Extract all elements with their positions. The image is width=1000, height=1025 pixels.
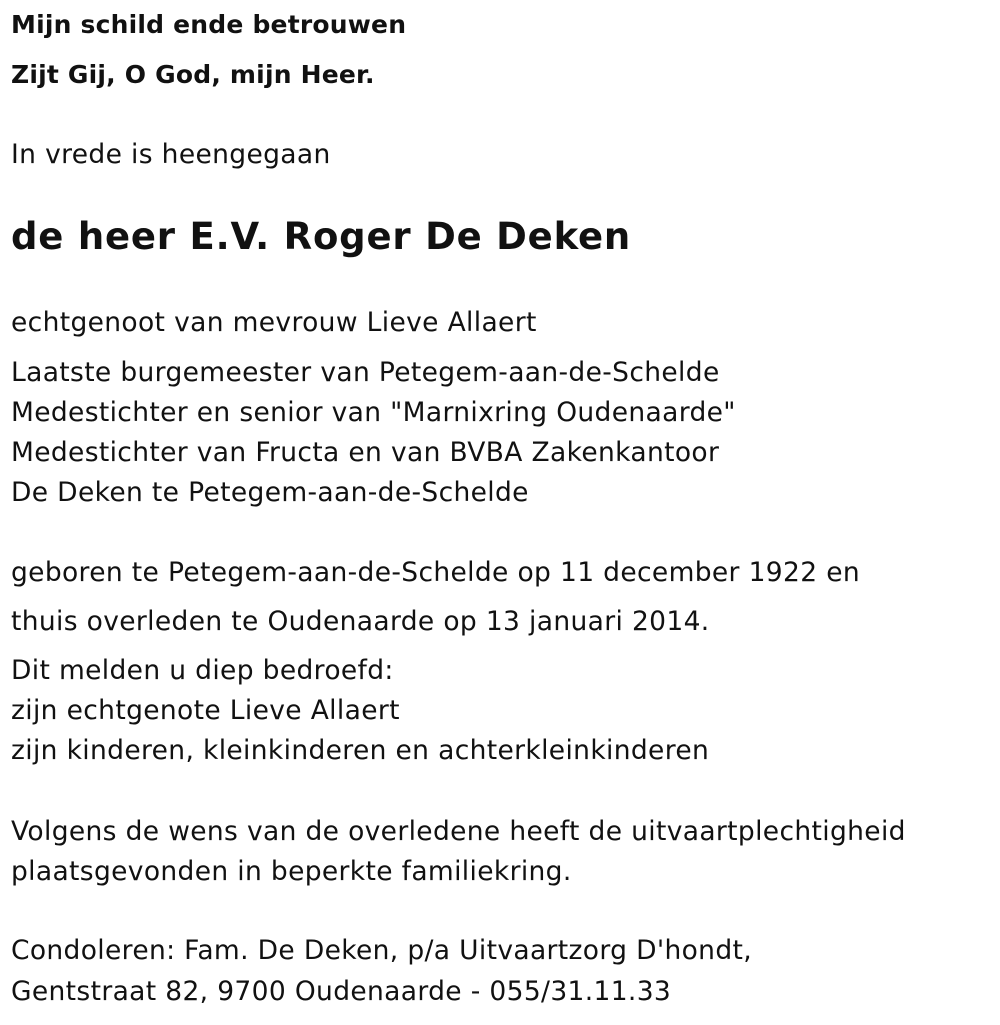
condolences-line: Condoleren: Fam. De Deken, p/a Uitvaartzorg D'hondt, — [11, 935, 753, 966]
mourners-line: zijn echtgenote Lieve Allaert — [11, 695, 400, 726]
mourners-line: zijn kinderen, kleinkinderen en achterkleinkinderen — [11, 735, 710, 766]
born-line: geboren te Petegem-aan-de-Schelde op 11 december 1922 en — [11, 557, 860, 588]
title-line: Medestichter en senior van "Marnixring Oudenaarde" — [11, 397, 736, 428]
intro-text: In vrede is heengegaan — [11, 139, 331, 170]
died-line: thuis overleden te Oudenaarde op 13 januari 2014. — [11, 606, 710, 637]
verse-line-2: Zijt Gij, O God, mijn Heer. — [11, 60, 375, 89]
verse-line-1: Mijn schild ende betrouwen — [11, 10, 407, 39]
mourners-line: Dit melden u diep bedroefd: — [11, 655, 394, 686]
condolences-address: Gentstraat 82, 9700 Oudenaarde - 055/31.11.33 — [11, 976, 672, 1007]
funeral-line: plaatsgevonden in beperkte familiekring. — [11, 856, 572, 887]
deceased-name: de heer E.V. Roger De Deken — [11, 215, 632, 258]
title-line: Laatste burgemeester van Petegem-aan-de-Schelde — [11, 357, 720, 388]
title-line: Medestichter van Fructa en van BVBA Zakenkantoor — [11, 437, 720, 468]
spouse-line: echtgenoot van mevrouw Lieve Allaert — [11, 307, 537, 338]
funeral-line: Volgens de wens van de overledene heeft de uitvaartplechtigheid — [11, 816, 906, 847]
title-line: De Deken te Petegem-aan-de-Schelde — [11, 477, 529, 508]
